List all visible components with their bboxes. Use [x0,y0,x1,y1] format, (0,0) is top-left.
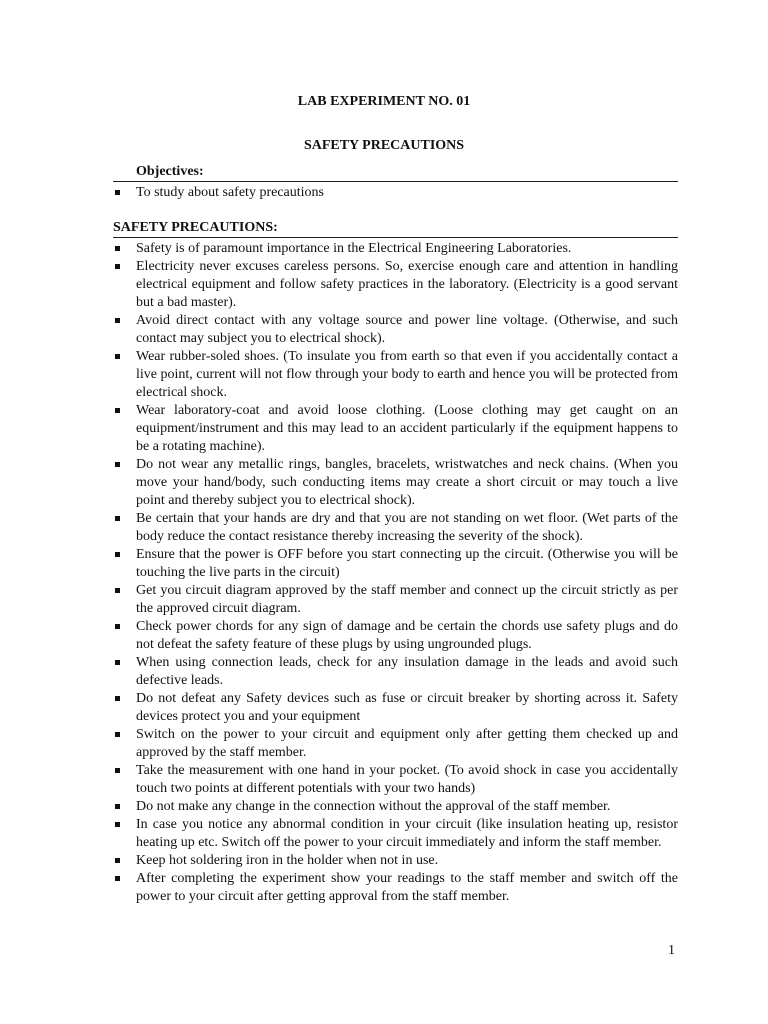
bullet-icon [115,318,120,323]
precaution-item [113,510,678,546]
precaution-text: Ensure that the power is OFF before you start connecting up the circuit. (Otherwise you will be touching the live parts in the circuit) [136,547,678,580]
precaution-item [113,348,678,402]
precaution-text: Do not make any change in the connection without the approval of the staff member. [136,799,611,814]
precaution-item [113,798,678,816]
section-title: SAFETY PRECAUTIONS [303,138,465,153]
precaution-text: When using connection leads, check for any insulation damage in the leads and avoid such defective leads. [136,655,678,688]
precaution-text: Keep hot soldering iron in the holder when not in use. [136,853,439,868]
precaution-item [113,312,678,348]
precaution-text: Do not wear any metallic rings, bangles, bracelets, wristwatches and neck chains. (When you move your hand/body, such conducting items may create a short circuit or may touch a live point and thereby subject you to electrical shock). [136,457,678,508]
precaution-item [113,402,678,456]
bullet-icon [115,822,120,827]
precaution-text: Electricity never excuses careless persons. So, exercise enough care and attention in handling electrical equipment and follow safety practices in the laboratory. (Electricity is a good servant but a bad master). [136,259,678,310]
bullet-icon [115,552,120,557]
precaution-text: Take the measurement with one hand in your pocket. (To avoid shock in case you accidentally touch two points at different potentials with your two hands) [136,763,678,796]
objective-text: To study about safety precautions [136,185,324,200]
precaution-text: Check power chords for any sign of damage and be certain the chords use safety plugs and do not defeat the safety feature of these plugs by using ungrounded plugs. [136,619,678,652]
bullet-icon [115,408,120,413]
objectives-heading: Objectives: [136,164,204,179]
document-title: LAB EXPERIMENT NO. 01 [297,94,471,109]
precaution-text: Be certain that your hands are dry and that you are not standing on wet floor. (Wet parts of the body reduce the contact resistance thereby increasing the severity of the shock). [136,511,678,544]
precautions-heading: SAFETY PRECAUTIONS: [113,220,278,235]
precaution-text: Get you circuit diagram approved by the staff member and connect up the circuit strictly as per the approved circuit diagram. [136,583,678,616]
precaution-text: In case you notice any abnormal condition in your circuit (like insulation heating up, resistor heating up etc. Switch off the power to your circuit immediately and inform the staff member. [136,817,678,850]
bullet-icon [115,190,120,195]
bullet-icon [115,732,120,737]
bullet-icon [115,246,120,251]
bullet-icon [115,660,120,665]
precaution-item [113,870,678,906]
precaution-item [113,726,678,762]
bullet-icon [115,876,120,881]
objective-item [113,184,678,202]
precaution-text: Wear rubber-soled shoes. (To insulate you from earth so that even if you accidentally contact a live point, current will not flow through your body to earth and hence you will be protected from electrical shock. [136,349,678,400]
bullet-icon [115,264,120,269]
precaution-item [113,690,678,726]
precaution-text: Do not defeat any Safety devices such as fuse or circuit breaker by shorting across it. Safety devices protect you and your equipment [136,691,678,724]
precaution-item [113,240,678,258]
bullet-icon [115,624,120,629]
precaution-text: Avoid direct contact with any voltage source and power line voltage. (Otherwise, and such contact may subject you to electrical shock). [136,313,678,346]
precaution-text: Wear laboratory-coat and avoid loose clothing. (Loose clothing may get caught on an equipment/instrument and this may lead to an accident particularly if the equipment happens to be a rotating machine). [136,403,678,454]
precautions-divider [113,237,678,238]
bullet-icon [115,858,120,863]
precaution-item [113,762,678,798]
bullet-icon [115,462,120,467]
bullet-icon [115,516,120,521]
bullet-icon [115,588,120,593]
precaution-item [113,582,678,618]
precaution-item [113,618,678,654]
precaution-text: Switch on the power to your circuit and equipment only after getting them checked up and approved by the staff member. [136,727,678,760]
precaution-text: Safety is of paramount importance in the Electrical Engineering Laboratories. [136,241,572,256]
bullet-icon [115,768,120,773]
page-number: 1 [668,943,675,958]
precaution-item [113,852,678,870]
objectives-divider [113,181,678,182]
bullet-icon [115,696,120,701]
bullet-icon [115,354,120,359]
precaution-item [113,456,678,510]
precaution-text: After completing the experiment show your readings to the staff member and switch off the power to your circuit after getting approval from the staff member. [136,871,678,904]
precaution-item [113,258,678,312]
precaution-item [113,654,678,690]
precautions-list [113,240,678,906]
objectives-list [113,184,678,202]
precaution-item [113,816,678,852]
bullet-icon [115,804,120,809]
precaution-item [113,546,678,582]
